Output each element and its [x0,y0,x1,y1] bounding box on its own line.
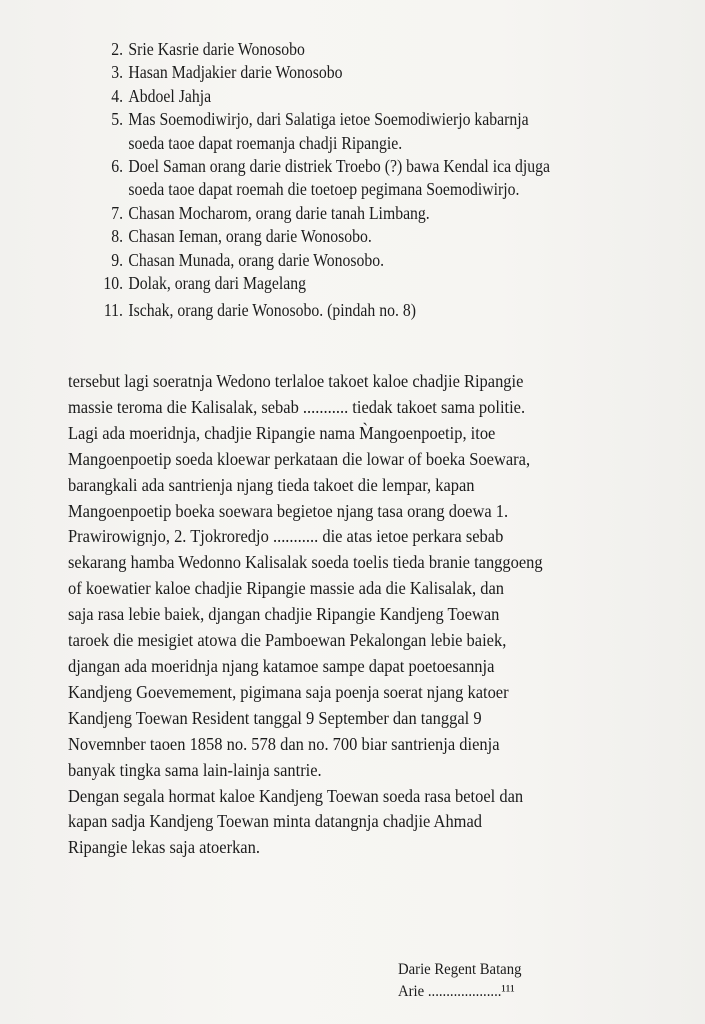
list-item [96,202,618,225]
list-item [96,299,618,322]
body-line: massie teroma die Kalisalak, sebab ........... tiedak takoet sama politie. [68,396,526,417]
signature-sender: Darie Regent Batang [398,961,522,978]
signature-block [398,959,521,1003]
list-number: 5. [111,109,123,130]
list-item [96,108,618,155]
body-line: Dengan segala hormat kaloe Kandjeng Toewan soeda rasa betoel dan [68,785,524,806]
body-line: barangkali ada santrienja njang tieda takoet die lempar, kapan [68,474,475,495]
list-text: Dolak, orang dari Magelang [128,273,306,294]
list-item [96,85,618,108]
list-item [96,38,618,61]
body-line: tersebut lagi soeratnja Wedono terlaloe takoet kaloe chadjie Ripangie [68,371,524,391]
list-number: 2. [111,39,123,59]
list-item [96,61,618,84]
list-text: Doel Saman orang darie distriek Troebo (?) bawa Kendal ica djuga soeda taoe dapat roemah die toetoep pegimana Soemodiwirjo. [128,156,551,200]
body-line: Lagi ada moeridnja, chadjie Ripangie nama M̀angoenpoetip, itoe [68,422,496,443]
list-number: 4. [111,85,123,106]
list-text: Srie Kasrie darie Wonosobo [128,39,305,59]
body-line: Novemnber taoen 1858 no. 578 dan no. 700 biar santrienja dienja [68,733,500,754]
body-line: sekarang hamba Wedonno Kalisalak soeda toelis tieda branie tanggoeng [68,552,543,573]
body-line: Ripangie lekas saja atoerkan. [68,837,260,858]
body-line: banyak tingka sama lain-lainja santrie. [68,759,322,780]
signature-name: Arie ....................¹¹¹ [398,983,515,1000]
body-line: Kandjeng Goevemement, pigimana saja poenja soerat njang katoer [68,681,509,702]
body-line: of koewatier kaloe chadjie Ripangie massie ada die Kalisalak, dan [68,578,505,599]
list-number: 8. [111,226,123,247]
body-line: Prawirowignjo, 2. Tjokroredjo ........... die atas ietoe perkara sebab [68,526,504,547]
list-item [96,272,618,295]
list-number: 11. [103,300,123,321]
list-item [96,249,618,272]
list-number: 7. [111,202,123,223]
list-number: 3. [111,62,123,83]
body-line: Mangoenpoetip boeka soewara begietoe njang tasa orang doewa 1. [68,500,509,521]
body-line: djangan ada moeridnja njang katamoe sampe dapat poetoesannja [68,655,495,676]
list-item [96,155,618,202]
list-text: Abdoel Jahja [128,85,212,106]
body-line: Mangoenpoetip soeda kloewar perkataan die lowar of boeka Soewara, [68,448,531,469]
list-number: 9. [111,249,123,270]
name-list [96,38,618,323]
list-text: Hasan Madjakier darie Wonosobo [128,62,343,83]
body-line: saja rasa lebie baiek, djangan chadjie Ripangie Kandjeng Toewan [68,604,500,625]
list-text: Chasan Mocharom, orang darie tanah Limbang. [128,202,430,223]
list-text: Chasan Munada, orang darie Wonosobo. [128,249,385,270]
list-item [96,225,618,248]
list-text: Mas Soemodiwirjo, dari Salatiga ietoe Soemodiwierjo kabarnja soeda taoe dapat roemanja chadji Ripangie. [128,109,529,153]
body-line: kapan sadja Kandjeng Toewan minta datangnja chadjie Ahmad [68,811,483,832]
list-text: Chasan Ieman, orang darie Wonosobo. [128,226,372,247]
list-number: 6. [111,156,123,177]
body-line: Kandjeng Toewan Resident tanggal 9 September dan tanggal 9 [68,707,482,728]
body-line: taroek die mesigiet atowa die Pamboewan Pekalongan lebie baiek, [68,630,507,651]
list-number: 10. [103,273,123,294]
letter-body [68,369,656,861]
list-text: Ischak, orang darie Wonosobo. (pindah no. 8) [128,300,416,321]
